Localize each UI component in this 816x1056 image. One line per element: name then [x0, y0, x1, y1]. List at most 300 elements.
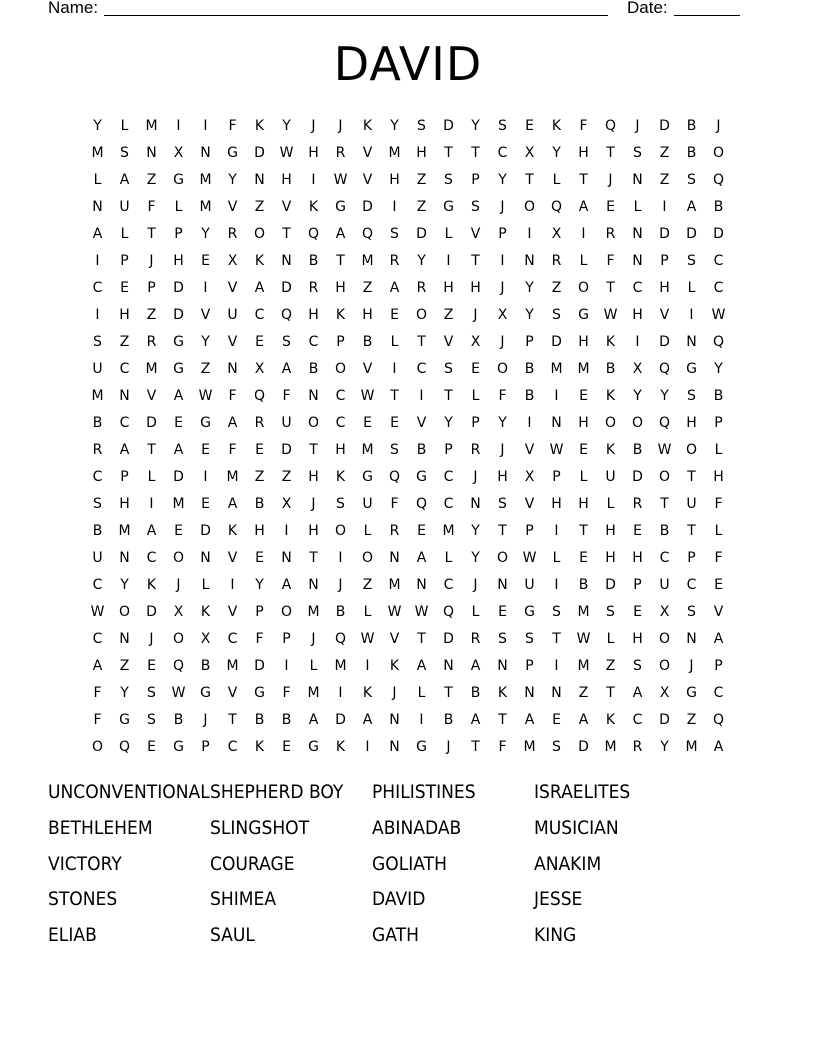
grid-cell: E	[498, 603, 507, 620]
grid-cell: G	[200, 414, 211, 431]
grid-cell: N	[389, 711, 400, 728]
grid-cell: O	[604, 414, 617, 431]
grid-cell: K	[551, 117, 562, 134]
grid-cell: L	[606, 495, 615, 512]
grid-cell: J	[689, 657, 694, 674]
grid-cell: T	[471, 144, 480, 161]
grid-row	[84, 166, 732, 193]
grid-cell: K	[146, 576, 157, 593]
grid-cell: E	[255, 549, 264, 566]
grid-cell: K	[605, 441, 616, 458]
grid-cell: A	[146, 522, 157, 539]
grid-cell: D	[659, 225, 670, 242]
grid-cell: L	[417, 684, 426, 701]
grid-cell: M	[199, 171, 212, 188]
grid-cell: B	[416, 441, 427, 458]
grid-cell: O	[172, 549, 185, 566]
grid-cell: X	[632, 360, 643, 377]
grid-cell: I	[203, 279, 208, 296]
grid-cell: O	[523, 198, 536, 215]
grid-cell: Y	[660, 387, 669, 404]
grid-cell: N	[281, 549, 292, 566]
grid-cell: S	[606, 603, 615, 620]
grid-cell: V	[362, 360, 373, 377]
grid-cell: B	[524, 360, 535, 377]
word-bank-item: DAVID	[372, 888, 426, 911]
grid-cell: A	[227, 495, 238, 512]
grid-cell: Z	[200, 360, 211, 377]
grid-cell: Q	[658, 414, 671, 431]
grid-cell: D	[443, 630, 454, 647]
grid-cell: N	[632, 171, 643, 188]
grid-cell: W	[333, 171, 348, 188]
grid-cell: W	[603, 306, 618, 323]
grid-cell: J	[311, 630, 316, 647]
grid-cell: N	[200, 144, 211, 161]
grid-cell: T	[552, 630, 561, 647]
grid-cell: N	[551, 414, 562, 431]
grid-cell: P	[471, 414, 480, 431]
grid-cell: L	[120, 117, 129, 134]
grid-cell: Z	[578, 684, 589, 701]
grid-cell: Q	[172, 657, 185, 674]
word-bank-item: ISRAELITES	[534, 781, 631, 803]
grid-cell: Y	[201, 225, 210, 242]
grid-cell: N	[524, 252, 535, 269]
grid-cell: V	[227, 198, 238, 215]
grid-cell: P	[174, 225, 183, 242]
grid-cell: J	[473, 576, 478, 593]
grid-cell: R	[416, 279, 427, 296]
grid-cell: Y	[93, 117, 102, 134]
grid-cell: C	[92, 630, 103, 647]
grid-cell: Q	[415, 495, 428, 512]
grid-cell: U	[119, 198, 130, 215]
grid-cell: D	[416, 225, 427, 242]
grid-cell: E	[255, 441, 264, 458]
grid-row	[84, 355, 732, 382]
grid-cell: A	[173, 441, 184, 458]
grid-cell: N	[524, 684, 535, 701]
grid-cell: E	[147, 657, 156, 674]
grid-cell: P	[255, 603, 264, 620]
grid-cell: E	[714, 576, 723, 593]
grid-cell: M	[199, 198, 212, 215]
grid-cell: M	[577, 360, 590, 377]
grid-cell: D	[173, 468, 184, 485]
grid-cell: A	[632, 684, 643, 701]
grid-cell: W	[576, 630, 591, 647]
grid-cell: N	[119, 549, 130, 566]
grid-cell: Q	[253, 387, 266, 404]
grid-cell: T	[147, 441, 156, 458]
worksheet-header	[0, 0, 816, 20]
grid-cell: M	[685, 738, 698, 755]
grid-cell: E	[147, 738, 156, 755]
grid-cell: H	[578, 414, 589, 431]
word-bank-item: ABINADAB	[372, 816, 462, 839]
grid-cell: P	[714, 657, 723, 674]
grid-cell: C	[308, 333, 319, 350]
grid-cell: L	[552, 549, 561, 566]
grid-cell: M	[91, 387, 104, 404]
grid-cell: D	[200, 522, 211, 539]
grid-cell: H	[551, 495, 562, 512]
grid-cell: N	[92, 198, 103, 215]
grid-cell: R	[470, 630, 481, 647]
grid-cell: E	[390, 306, 399, 323]
grid-cell: I	[662, 198, 667, 215]
grid-cell: C	[335, 414, 346, 431]
grid-cell: C	[713, 279, 724, 296]
grid-cell: F	[714, 549, 723, 566]
grid-cell: T	[687, 522, 696, 539]
grid-cell: S	[687, 171, 696, 188]
grid-row	[84, 652, 732, 679]
grid-cell: I	[635, 333, 640, 350]
grid-cell: Y	[255, 576, 264, 593]
grid-cell: H	[578, 333, 589, 350]
grid-cell: A	[686, 198, 697, 215]
grid-row	[84, 490, 732, 517]
grid-cell: U	[524, 576, 535, 593]
grid-cell: S	[498, 495, 507, 512]
grid-cell: I	[203, 117, 208, 134]
grid-cell: U	[362, 495, 373, 512]
grid-cell: X	[470, 333, 481, 350]
grid-cell: I	[365, 738, 370, 755]
grid-cell: J	[392, 684, 397, 701]
grid-cell: U	[227, 306, 238, 323]
grid-cell: S	[417, 117, 426, 134]
grid-cell: F	[282, 684, 291, 701]
grid-cell: E	[201, 441, 210, 458]
grid-cell: V	[389, 630, 400, 647]
grid-cell: C	[713, 684, 724, 701]
grid-cell: V	[713, 603, 724, 620]
grid-cell: J	[500, 198, 505, 215]
grid-cell: M	[550, 360, 563, 377]
grid-cell: H	[713, 468, 724, 485]
grid-cell: A	[416, 657, 427, 674]
grid-cell: V	[227, 549, 238, 566]
grid-cell: L	[120, 225, 129, 242]
grid-cell: J	[176, 576, 181, 593]
grid-cell: B	[308, 360, 319, 377]
grid-cell: Q	[361, 225, 374, 242]
grid-cell: J	[338, 576, 343, 593]
grid-cell: T	[471, 738, 480, 755]
grid-cell: T	[444, 144, 453, 161]
grid-cell: P	[525, 333, 534, 350]
grid-cell: I	[419, 711, 424, 728]
grid-cell: O	[118, 603, 131, 620]
grid-cell: B	[92, 522, 103, 539]
word-bank-item: PHILISTINES	[372, 781, 476, 803]
grid-cell: L	[390, 333, 399, 350]
grid-cell: N	[146, 144, 157, 161]
grid-cell: X	[227, 252, 238, 269]
grid-cell: D	[146, 414, 157, 431]
grid-cell: H	[632, 549, 643, 566]
grid-cell: F	[282, 387, 291, 404]
grid-cell: R	[92, 441, 103, 458]
grid-cell: Z	[362, 576, 373, 593]
grid-cell: T	[471, 252, 480, 269]
grid-cell: M	[388, 576, 401, 593]
grid-cell: W	[522, 549, 537, 566]
grid-cell: N	[632, 225, 643, 242]
grid-cell: X	[551, 225, 562, 242]
grid-cell: E	[633, 603, 642, 620]
grid-cell: K	[335, 468, 346, 485]
grid-cell: Z	[146, 171, 157, 188]
grid-cell: E	[579, 549, 588, 566]
grid-cell: H	[119, 306, 130, 323]
grid-cell: S	[687, 603, 696, 620]
grid-cell: M	[91, 144, 104, 161]
grid-cell: T	[606, 279, 615, 296]
grid-cell: B	[254, 711, 265, 728]
grid-cell: Z	[146, 306, 157, 323]
grid-cell: R	[308, 279, 319, 296]
grid-cell: G	[254, 684, 265, 701]
grid-cell: O	[658, 468, 671, 485]
grid-cell: S	[498, 630, 507, 647]
grid-cell: G	[524, 603, 535, 620]
grid-cell: C	[443, 468, 454, 485]
grid-cell: O	[334, 522, 347, 539]
grid-cell: D	[254, 657, 265, 674]
grid-cell: Y	[552, 144, 561, 161]
grid-cell: L	[174, 198, 183, 215]
grid-cell: J	[446, 738, 451, 755]
grid-cell: K	[254, 117, 265, 134]
grid-cell: T	[282, 225, 291, 242]
grid-cell: B	[308, 252, 319, 269]
grid-cell: Z	[551, 279, 562, 296]
grid-cell: B	[686, 144, 697, 161]
grid-cell: B	[92, 414, 103, 431]
name-line	[104, 15, 608, 16]
grid-cell: W	[414, 603, 429, 620]
grid-cell: L	[363, 522, 372, 539]
grid-cell: L	[606, 630, 615, 647]
grid-cell: I	[392, 360, 397, 377]
grid-cell: Z	[119, 333, 130, 350]
grid-cell: Q	[712, 171, 725, 188]
grid-cell: C	[335, 387, 346, 404]
grid-cell: E	[174, 414, 183, 431]
grid-cell: E	[201, 252, 210, 269]
grid-cell: H	[173, 252, 184, 269]
grid-cell: B	[659, 522, 670, 539]
grid-cell: S	[444, 171, 453, 188]
grid-cell: I	[554, 657, 559, 674]
grid-row	[84, 733, 732, 760]
grid-cell: N	[308, 576, 319, 593]
grid-cell: A	[389, 279, 400, 296]
grid-cell: Y	[471, 549, 480, 566]
word-bank-item: ANAKIM	[534, 852, 602, 875]
grid-cell: X	[281, 495, 292, 512]
grid-cell: Y	[120, 684, 129, 701]
grid-cell: J	[203, 711, 208, 728]
grid-cell: B	[470, 684, 481, 701]
grid-cell: E	[552, 711, 561, 728]
grid-cell: B	[713, 387, 724, 404]
grid-cell: X	[254, 360, 265, 377]
grid-row	[84, 436, 732, 463]
grid-row	[84, 679, 732, 706]
grid-cell: A	[308, 711, 319, 728]
grid-cell: V	[227, 684, 238, 701]
grid-cell: M	[145, 117, 158, 134]
grid-cell: T	[444, 684, 453, 701]
grid-cell: R	[632, 738, 643, 755]
grid-cell: Q	[658, 360, 671, 377]
grid-cell: W	[549, 441, 564, 458]
grid-cell: G	[686, 360, 697, 377]
grid-cell: V	[200, 306, 211, 323]
grid-cell: S	[390, 441, 399, 458]
grid-cell: L	[471, 603, 480, 620]
grid-cell: H	[308, 306, 319, 323]
grid-cell: B	[632, 441, 643, 458]
grid-cell: B	[254, 495, 265, 512]
grid-cell: C	[146, 549, 157, 566]
grid-cell: S	[444, 360, 453, 377]
grid-cell: R	[389, 252, 400, 269]
grid-cell: F	[228, 387, 237, 404]
word-bank-item: KING	[534, 924, 577, 946]
grid-cell: T	[606, 144, 615, 161]
grid-cell: B	[335, 603, 346, 620]
grid-cell: I	[149, 495, 154, 512]
grid-cell: Y	[228, 171, 237, 188]
grid-cell: U	[605, 468, 616, 485]
puzzle-title: DAVID	[333, 37, 483, 91]
grid-cell: Y	[201, 333, 210, 350]
grid-cell: Y	[417, 252, 426, 269]
grid-cell: K	[200, 603, 211, 620]
grid-cell: C	[119, 414, 130, 431]
grid-row	[84, 625, 732, 652]
grid-cell: X	[659, 603, 670, 620]
grid-cell: B	[362, 333, 373, 350]
grid-cell: N	[254, 171, 265, 188]
grid-cell: A	[92, 657, 103, 674]
grid-cell: D	[335, 711, 346, 728]
grid-cell: E	[633, 522, 642, 539]
grid-row	[84, 706, 732, 733]
grid-cell: V	[659, 306, 670, 323]
grid-cell: T	[525, 171, 534, 188]
grid-cell: I	[95, 306, 100, 323]
grid-cell: F	[255, 630, 264, 647]
grid-cell: B	[578, 576, 589, 593]
grid-cell: U	[281, 414, 292, 431]
grid-cell: Z	[362, 279, 373, 296]
grid-cell: W	[279, 144, 294, 161]
grid-cell: C	[713, 252, 724, 269]
grid-cell: H	[389, 171, 400, 188]
word-bank-item: SHIMEA	[210, 888, 277, 911]
grid-cell: J	[149, 252, 154, 269]
grid-cell: J	[608, 171, 613, 188]
grid-cell: Z	[416, 198, 427, 215]
grid-cell: D	[551, 333, 562, 350]
grid-cell: I	[419, 387, 424, 404]
grid-cell: P	[282, 630, 291, 647]
grid-cell: K	[227, 522, 238, 539]
grid-cell: G	[335, 198, 346, 215]
grid-row	[84, 409, 732, 436]
grid-cell: M	[361, 252, 374, 269]
grid-cell: U	[659, 576, 670, 593]
grid-cell: H	[335, 441, 346, 458]
grid-cell: M	[307, 684, 320, 701]
grid-cell: X	[173, 603, 184, 620]
word-bank-item: GATH	[372, 924, 419, 946]
grid-cell: Y	[282, 117, 291, 134]
grid-cell: J	[149, 630, 154, 647]
grid-cell: P	[201, 738, 210, 755]
grid-cell: C	[227, 738, 238, 755]
grid-cell: B	[713, 198, 724, 215]
grid-cell: E	[525, 117, 534, 134]
grid-cell: R	[254, 414, 265, 431]
grid-cell: P	[120, 468, 129, 485]
grid-cell: H	[632, 306, 643, 323]
grid-cell: N	[119, 387, 130, 404]
grid-cell: J	[311, 117, 316, 134]
grid-cell: Q	[712, 711, 725, 728]
grid-cell: I	[95, 252, 100, 269]
grid-row	[84, 247, 732, 274]
grid-cell: D	[659, 333, 670, 350]
grid-cell: J	[473, 306, 478, 323]
grid-cell: T	[498, 711, 507, 728]
grid-cell: T	[498, 522, 507, 539]
grid-cell: X	[173, 144, 184, 161]
grid-cell: X	[659, 684, 670, 701]
grid-cell: S	[390, 225, 399, 242]
grid-cell: P	[687, 549, 696, 566]
grid-cell: Q	[388, 468, 401, 485]
grid-row	[84, 598, 732, 625]
grid-cell: U	[686, 495, 697, 512]
word-bank-item: SAUL	[210, 924, 255, 946]
grid-cell: I	[527, 414, 532, 431]
grid-cell: C	[497, 144, 508, 161]
grid-cell: R	[389, 522, 400, 539]
grid-cell: I	[338, 684, 343, 701]
grid-cell: K	[497, 684, 508, 701]
word-bank-item: SHEPHERD BOY	[210, 781, 344, 803]
grid-cell: C	[254, 306, 265, 323]
grid-cell: V	[362, 171, 373, 188]
grid-cell: E	[255, 333, 264, 350]
grid-cell: D	[362, 198, 373, 215]
grid-cell: S	[633, 657, 642, 674]
word-bank-item: JESSE	[534, 888, 583, 911]
grid-cell: C	[416, 360, 427, 377]
grid-cell: O	[415, 306, 428, 323]
grid-cell: O	[685, 441, 698, 458]
grid-cell: O	[307, 414, 320, 431]
grid-cell: E	[606, 198, 615, 215]
